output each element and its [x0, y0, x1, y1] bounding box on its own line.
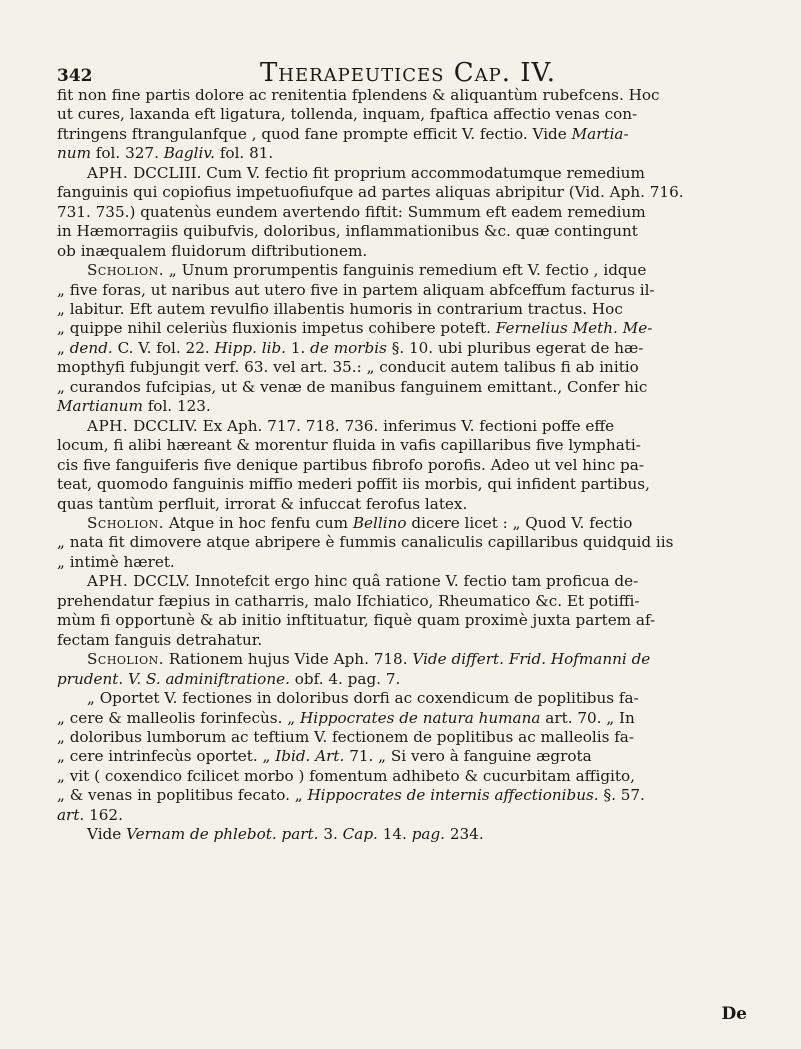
- scholion-755: Scholion. Rationem hujus Vide Aph. 718. Vide differt. Frid. Hofmanni de: [87, 650, 651, 669]
- text-line: „ cere & malleolis forinfecùs. „ Hippocrates de natura humana art. 70. „ In: [57, 708, 635, 727]
- aphorism-755: APH. DCCLV. Innotefcit ergo hinc quâ ratione V. fectio tam proficua de-: [87, 572, 639, 591]
- text-line: Martianum fol. 123.: [57, 397, 211, 416]
- text-line: „ vit ( coxendico fcilicet morbo ) fomentum adhibeto & cucurbitam affigito,: [57, 766, 635, 785]
- text-line: „ dend. C. V. fol. 22. Hipp. lib. 1. de morbis §. 10. ubi pluribus egerat de hæ-: [57, 338, 644, 357]
- text-line: cis five fanguiferis five denique partibus fibrofo porofis. Adeo ut vel hinc pa-: [57, 455, 644, 474]
- text-line: prudent. V. S. adminiftratione. obf. 4. pag. 7.: [57, 669, 401, 688]
- scholion-753: Scholion. „ Unum prorumpentis fanguinis remedium eft V. fectio , idque: [87, 261, 647, 280]
- text-line: „ five foras, ut naribus aut utero five in partem aliquam abfceffum facturus il-: [57, 280, 655, 299]
- text-line: num fol. 327. Bagliv. fol. 81.: [57, 144, 274, 163]
- text-line: art. 162.: [57, 805, 123, 824]
- aphorism-754: APH. DCCLIV. Ex Aph. 717. 718. 736. inferimus V. fectioni poffe effe: [87, 416, 615, 435]
- text-line: „ quippe nihil celeriùs fluxionis impetus cohibere poteft. Fernelius Meth. Me-: [57, 319, 653, 338]
- text-line: 731. 735.) quatenùs eundem avertendo fiftit: Summum eft eadem remedium: [57, 202, 646, 221]
- text-line: mùm fi opportunè & ab initio inftituatur, fiquè quam proximè juxta partem af-: [57, 611, 656, 630]
- text-line: fanguinis qui copiofius impetuofiufque ad partes aliquas abripitur (Vid. Aph. 716.: [57, 183, 684, 202]
- catchword: De: [721, 1004, 747, 1024]
- text-line: „ & venas in poplitibus fecato. „ Hippocrates de internis affectionibus. §. 57.: [57, 786, 645, 805]
- text-line: „ Oportet V. fectiones in doloribus dorfi ac coxendicum de poplitibus fa-: [87, 689, 639, 708]
- running-title-rest: herapeutices Cap. IV.: [278, 58, 557, 88]
- text-line: „ doloribus lumborum ac teftium V. fectionem de poplitibus ac malleolis fa-: [57, 727, 634, 746]
- text-line: Vide Vernam de phlebot. part. 3. Cap. 14. pag. 234.: [87, 825, 484, 844]
- text-line: „ nata fit dimovere atque abripere è fummis canaliculis capillaribus quidquid iis: [57, 533, 674, 552]
- text-line: mopthyfi fubjungit verf. 63. vel art. 35.: „ conducit autem talibus fi ab initio: [57, 358, 639, 377]
- page-header: [57, 40, 759, 88]
- running-title: [57, 58, 759, 88]
- text-line: ob inæqualem fluidorum diftributionem.: [57, 241, 368, 260]
- text-line: fit non fine partis dolore ac renitentia fplendens & aliquantùm rubefcens. Hoc: [57, 86, 660, 104]
- text-line: teat, quomodo fanguinis miffio mederi poffit iis morbis, qui infident partibus,: [57, 475, 650, 494]
- text-line: „ intimè hæret.: [57, 552, 175, 571]
- text-line: ftringens ftrangulanfque , quod fane prompte efficit V. fectio. Vide Martia-: [57, 124, 629, 143]
- aphorism-753: APH. DCCLIII. Cum V. fectio fit proprium accommodatumque remedium: [87, 163, 645, 182]
- text-line: „ labitur. Eft autem revulfio illabentis humoris in contrarium tractus. Hoc: [57, 299, 623, 318]
- text-line: prehendatur fæpius in catharris, malo Ifchiatico, Rheumatico &c. Et potiffi-: [57, 591, 640, 610]
- text-line: „ cere intrinfecùs oportet. „ Ibid. Art. 71. „ Si vero à fanguine ægrota: [57, 747, 592, 766]
- text-line: quas tantùm perfluit, irrorat & infuccat ferofus latex.: [57, 494, 468, 513]
- running-title-initial: T: [259, 58, 279, 88]
- text-line: „ curandos fufcipias, ut & venæ de manibus fanguinem emittant., Confer hic: [57, 377, 648, 396]
- text-line: fectam fanguis detrahatur.: [57, 630, 263, 649]
- text-line: locum, fi alibi hæreant & morentur fluida in vafis capillaribus five lymphati-: [57, 436, 641, 455]
- text-line: ut cures, laxanda eft ligatura, tollenda, inquam, fpaftica affectio venas con-: [57, 105, 638, 124]
- scholion-754: Scholion. Atque in hoc fenfu cum Bellino dicere licet : „ Quod V. fectio: [87, 513, 633, 532]
- text-line: in Hæmorragiis quibufvis, doloribus, inflammationibus &c. quæ contingunt: [57, 222, 638, 241]
- page-number: 342: [57, 66, 93, 86]
- body-text: [57, 86, 759, 845]
